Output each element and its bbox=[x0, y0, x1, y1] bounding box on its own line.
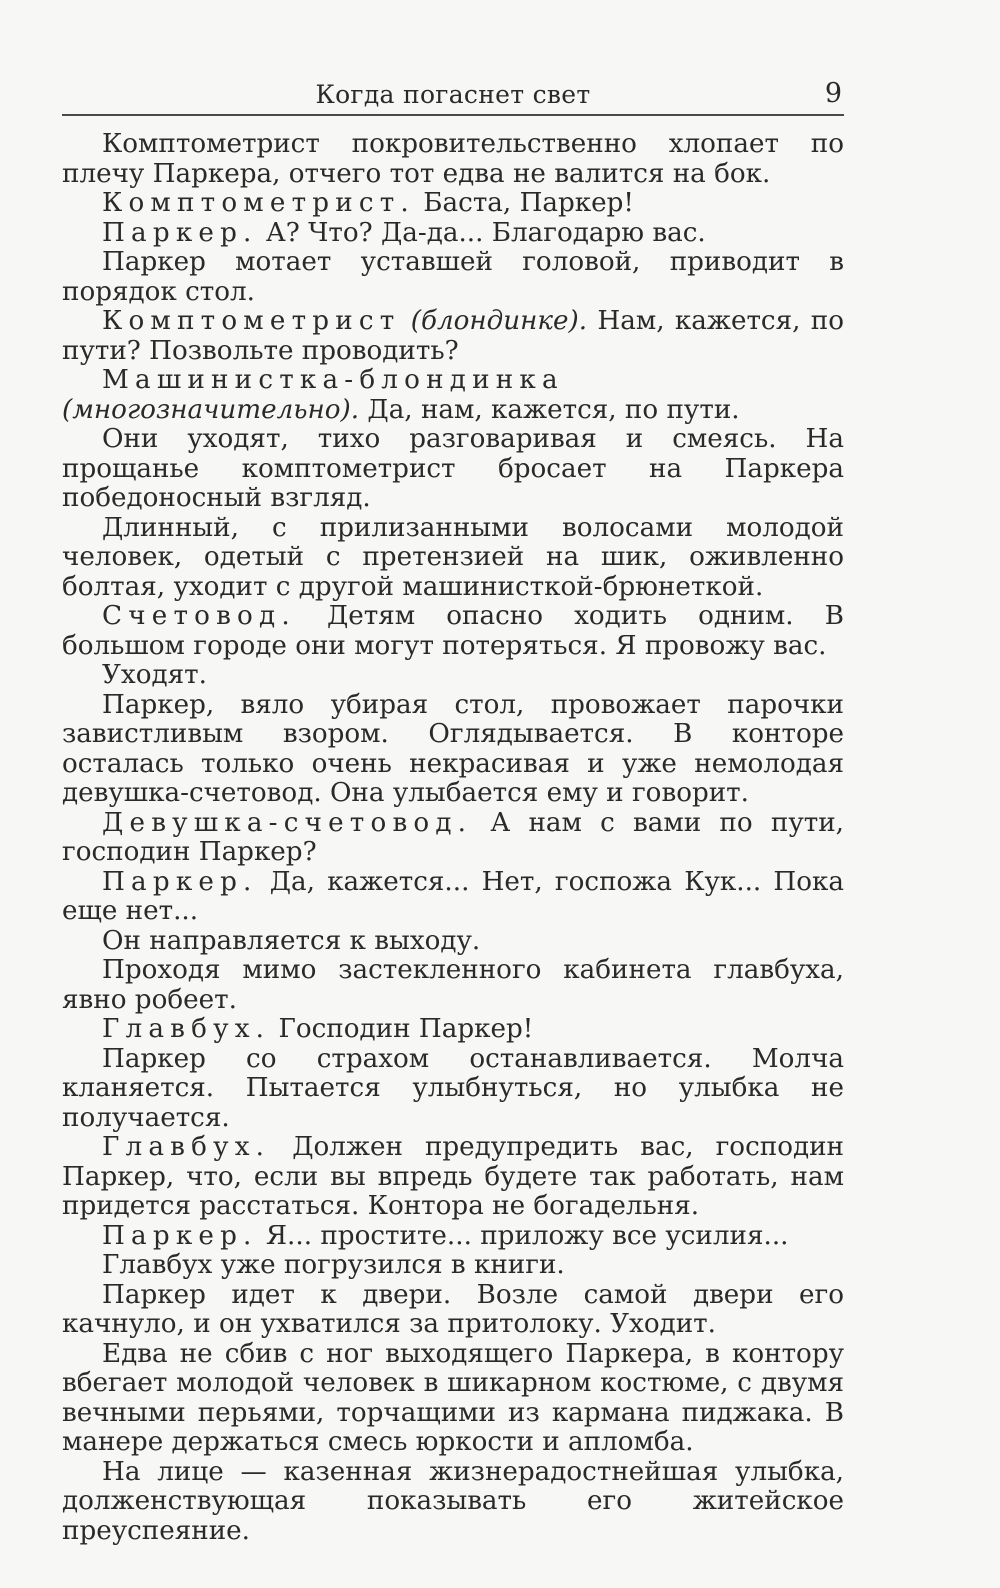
dialogue-line bbox=[62, 189, 844, 219]
paragraph bbox=[62, 248, 844, 307]
dialogue-line bbox=[62, 1015, 844, 1045]
line-text: Да, нам, кажется, по пути. bbox=[359, 394, 740, 425]
paragraph bbox=[62, 1340, 844, 1458]
line-text: Детям опасно ходить одним. В большом городе они могут потеряться. Я провожу вас. bbox=[62, 601, 844, 661]
speaker-name: Паркер. bbox=[102, 1220, 258, 1251]
paragraph-text: Паркер мотает уставшей головой, приводит в порядок стол. bbox=[62, 247, 844, 307]
line-text: Должен предупредить вас, господин Паркер, что, если вы впредь будете так работать, нам придется расстаться. Контора не богадельня. bbox=[62, 1132, 844, 1221]
speaker-name: Девушка-счетовод. bbox=[102, 807, 473, 838]
paragraph-text: Проходя мимо застекленного кабинета главбуха, явно робеет. bbox=[62, 955, 844, 1015]
line-text: Господин Паркер! bbox=[270, 1014, 534, 1044]
dialogue-line bbox=[62, 1222, 844, 1252]
paragraph bbox=[62, 927, 844, 957]
running-head bbox=[62, 78, 844, 116]
paragraph-text: Они уходят, тихо разговаривая и смеясь. На прощанье комптометрист бросает на Паркера победоносный взгляд. bbox=[62, 424, 844, 513]
stage-direction: (многозначительно). bbox=[62, 394, 360, 425]
paragraph-text: Он направляется к выходу. bbox=[102, 925, 481, 956]
running-title: Когда погаснет свет bbox=[315, 80, 591, 109]
paragraph-text: Паркер, вяло убирая стол, провожает парочки завистливым взором. Оглядывается. В конторе осталась только очень некрасивая и уже немолодая девушка-счетовод. Она улыбается ему и говорит. bbox=[62, 689, 844, 808]
paragraph-text: Комптометрист покровительственно хлопает по плечу Паркера, отчего тот едва не валится на бок. bbox=[62, 129, 844, 189]
speaker-name: Паркер. bbox=[102, 866, 258, 897]
paragraph bbox=[62, 425, 844, 514]
paragraph bbox=[62, 691, 844, 809]
paragraph-text: Паркер идет к двери. Возле самой двери его качнуло, и он ухватился за притолоку. Уходит. bbox=[62, 1279, 844, 1339]
line-text: А нам с вами по пути, господин Паркер? bbox=[62, 807, 844, 867]
line-text: Баста, Паркер! bbox=[414, 188, 634, 218]
dialogue-line bbox=[62, 602, 844, 661]
paragraph bbox=[62, 1251, 844, 1281]
paragraph bbox=[62, 130, 844, 189]
dialogue-line bbox=[62, 1133, 844, 1222]
paragraph-text: Уходят. bbox=[102, 660, 207, 690]
paragraph-text: Паркер со страхом останавливается. Молча кланяется. Пытается улыбнуться, но улыбка не получается. bbox=[62, 1043, 844, 1133]
dialogue-line bbox=[62, 809, 844, 868]
paragraph-text: Длинный, с прилизанными волосами молодой человек, одетый с претензией на шик, оживленно болтая, уходит с другой машинисткой-брюнеткой. bbox=[62, 512, 844, 602]
body-text bbox=[62, 130, 844, 1546]
line-text: Да, кажется... Нет, госпожа Кук... Пока еще нет... bbox=[62, 866, 844, 926]
speaker-name: Счетовод. bbox=[102, 601, 296, 631]
speaker-name: Комптометрист bbox=[102, 306, 401, 336]
dialogue-line bbox=[62, 868, 844, 927]
speaker-name: Комптометрист. bbox=[102, 188, 415, 218]
paragraph bbox=[62, 1458, 844, 1547]
dialogue-line bbox=[62, 366, 844, 425]
paragraph bbox=[62, 514, 844, 603]
paragraph bbox=[62, 1045, 844, 1134]
dialogue-line bbox=[62, 307, 844, 366]
speaker-name: Главбух. bbox=[102, 1014, 271, 1044]
paragraph bbox=[62, 956, 844, 1015]
line-text: Нам, кажется, по пути? Позвольте проводить? bbox=[62, 306, 845, 366]
stage-direction: (блондинке). bbox=[410, 306, 588, 336]
paragraph-text: Едва не сбив с ног выходящего Паркера, в контору вбегает молодой человек в шикарном костюме, с двумя вечными перьями, торчащими из кармана пиджака. В манере держаться смесь юркости и апломба. bbox=[62, 1338, 844, 1457]
paragraph-text: На лице — казенная жизнерадостнейшая улыбка, долженствующая показывать его житейское преуспеяние. bbox=[62, 1456, 844, 1546]
paragraph-text: Главбух уже погрузился в книги. bbox=[102, 1250, 565, 1280]
speaker-name: Главбух. bbox=[102, 1132, 271, 1162]
line-text: А? Что? Да-да... Благодарю вас. bbox=[257, 217, 706, 248]
paragraph bbox=[62, 661, 844, 691]
line-text: Я... простите... приложу все усилия... bbox=[257, 1220, 789, 1251]
speaker-name: Машинистка-блондинка bbox=[102, 365, 564, 395]
speaker-name: Паркер. bbox=[102, 217, 258, 248]
dialogue-line bbox=[62, 219, 844, 249]
page-number: 9 bbox=[824, 78, 842, 109]
paragraph bbox=[62, 1281, 844, 1340]
